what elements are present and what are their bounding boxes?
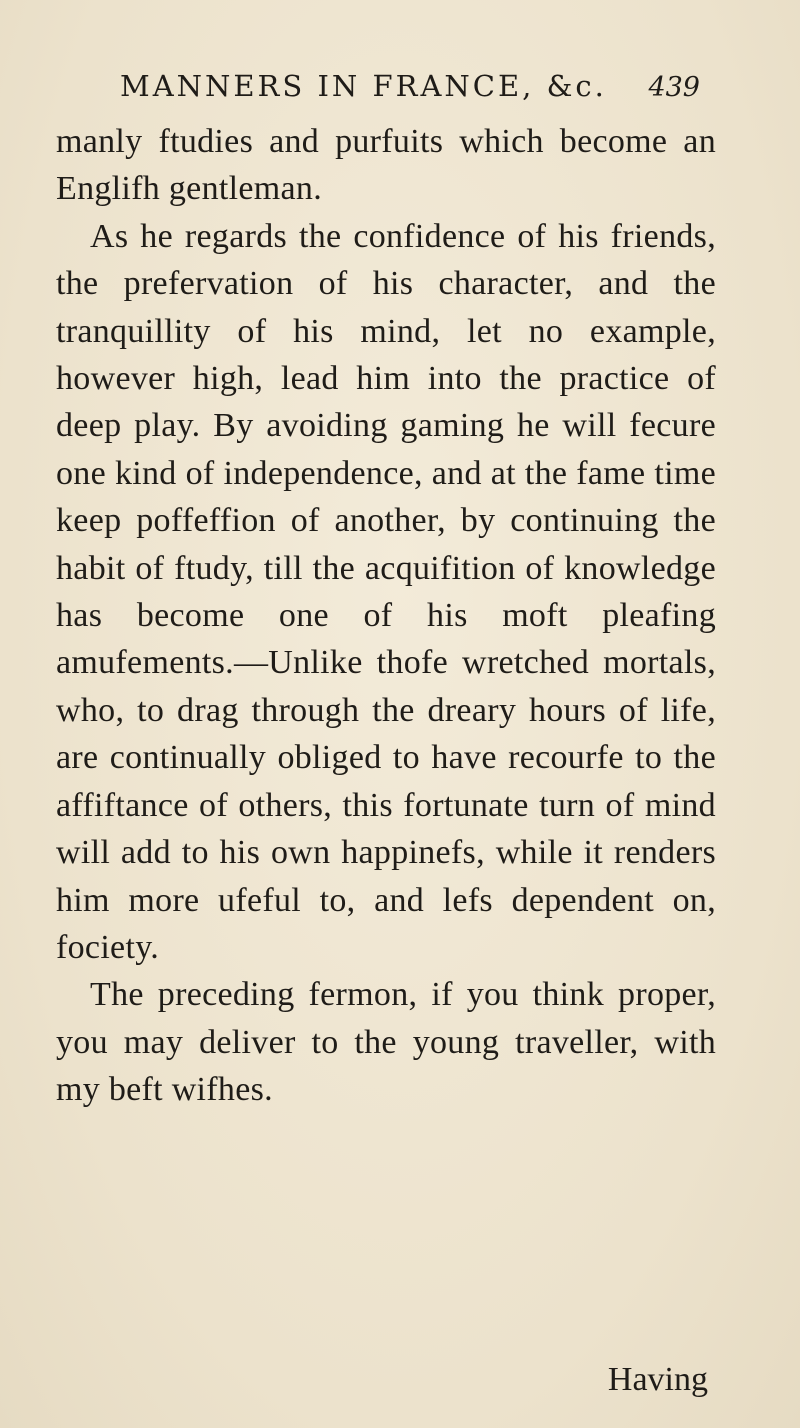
running-title: MANNERS IN FRANCE, &c. <box>120 69 607 103</box>
page-number: 439 <box>648 72 700 103</box>
running-head <box>120 64 700 108</box>
catchword: Having <box>607 1361 708 1398</box>
body-text <box>56 118 716 1114</box>
paragraph-continuation: manly ftudies and purfuits which become an Englifh gentleman. <box>56 123 716 208</box>
paragraph-advice: As he regards the confidence of his friends, the prefervation of his character, and the tranquillity of his mind, let no example, however high, lead him into the practice of deep play. By avoiding gaming he will fecure one kind of independence, and at the fame time keep poffeffion of another, by continuing the habit of ftudy, till the acquifition of knowledge has become one of his moft pleafing amufements.—Unlike thofe wretched mortals, who, to drag through the dreary hours of life, are continually obliged to have recourfe to the affiftance of others, this fortunate turn of mind will add to his own happinefs, while it renders him more ufeful to, and lefs dependent on, fociety. <box>56 217 716 966</box>
paragraph-closing: The preceding fermon, if you think proper, you may deliver to the young traveller, with my beft wifhes. <box>56 976 716 1109</box>
